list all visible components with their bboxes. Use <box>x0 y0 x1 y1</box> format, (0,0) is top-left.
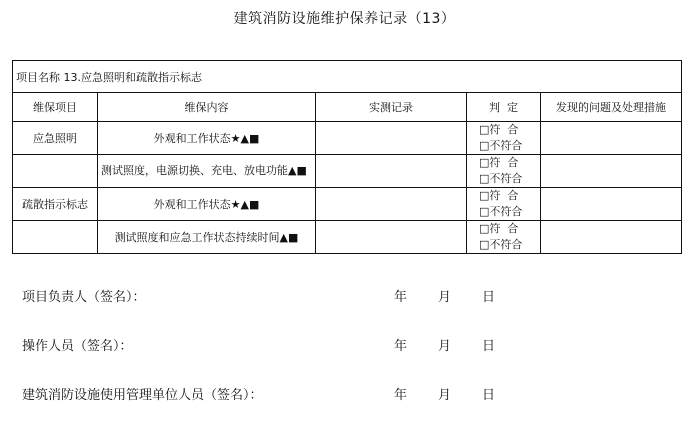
project-name-row <box>13 61 682 93</box>
measured-cell[interactable] <box>316 122 467 155</box>
page-title: 建筑消防设施维护保养记录（13） <box>233 11 456 27</box>
row-content: 外观和工作状态★▲■ <box>98 122 316 155</box>
day-label: 日 <box>482 388 496 403</box>
judgement-cell <box>467 155 541 188</box>
row-item <box>13 155 98 188</box>
project-lead-date <box>394 286 495 305</box>
header-content: 维保内容 <box>98 93 316 122</box>
year-label: 年 <box>394 339 408 354</box>
fail-checkbox[interactable]: □不符合 <box>479 205 523 218</box>
header-judgement: 判 定 <box>467 93 541 122</box>
year-label: 年 <box>394 388 408 403</box>
pass-checkbox[interactable]: □符 合 <box>479 189 519 202</box>
project-name: 项目名称 13.应急照明和疏散指示标志 <box>13 61 682 93</box>
row-item: 应急照明 <box>13 122 98 155</box>
month-label: 月 <box>438 339 452 354</box>
header-row <box>13 93 682 122</box>
table-row <box>13 122 682 155</box>
row-content: 测试照度，电源切换、充电、放电功能▲■ <box>98 155 316 188</box>
table-row <box>13 188 682 221</box>
month-label: 月 <box>438 290 452 305</box>
pass-checkbox[interactable]: □符 合 <box>479 222 519 235</box>
row-item <box>13 221 98 254</box>
fail-checkbox[interactable]: □不符合 <box>479 172 523 185</box>
issues-cell[interactable] <box>541 122 682 155</box>
row-content: 测试照度和应急工作状态持续时间▲■ <box>98 221 316 254</box>
day-label: 日 <box>482 339 496 354</box>
pass-checkbox[interactable]: □符 合 <box>479 156 519 169</box>
table-row <box>13 221 682 254</box>
year-label: 年 <box>394 290 408 305</box>
project-lead-signature-label: 项目负责人（签名）： <box>22 290 146 305</box>
management-unit-signature-label: 建筑消防设施使用管理单位人员（签名）： <box>22 388 263 403</box>
pass-checkbox[interactable]: □符 合 <box>479 123 519 136</box>
measured-cell[interactable] <box>316 221 467 254</box>
header-issues: 发现的问题及处理措施 <box>541 93 682 122</box>
row-content: 外观和工作状态★▲■ <box>98 188 316 221</box>
issues-cell[interactable] <box>541 188 682 221</box>
measured-cell[interactable] <box>316 155 467 188</box>
operator-date <box>394 335 495 354</box>
fail-checkbox[interactable]: □不符合 <box>479 139 523 152</box>
month-label: 月 <box>438 388 452 403</box>
row-item: 疏散指示标志 <box>13 188 98 221</box>
header-item: 维保项目 <box>13 93 98 122</box>
fail-checkbox[interactable]: □不符合 <box>479 238 523 251</box>
day-label: 日 <box>482 290 496 305</box>
judgement-cell <box>467 188 541 221</box>
table-row <box>13 155 682 188</box>
management-unit-date <box>394 384 495 403</box>
judgement-cell <box>467 221 541 254</box>
maintenance-record-table <box>12 60 682 254</box>
operator-signature-label: 操作人员（签名）： <box>22 339 133 354</box>
issues-cell[interactable] <box>541 155 682 188</box>
measured-cell[interactable] <box>316 188 467 221</box>
judgement-cell <box>467 122 541 155</box>
issues-cell[interactable] <box>541 221 682 254</box>
header-measured: 实测记录 <box>316 93 467 122</box>
